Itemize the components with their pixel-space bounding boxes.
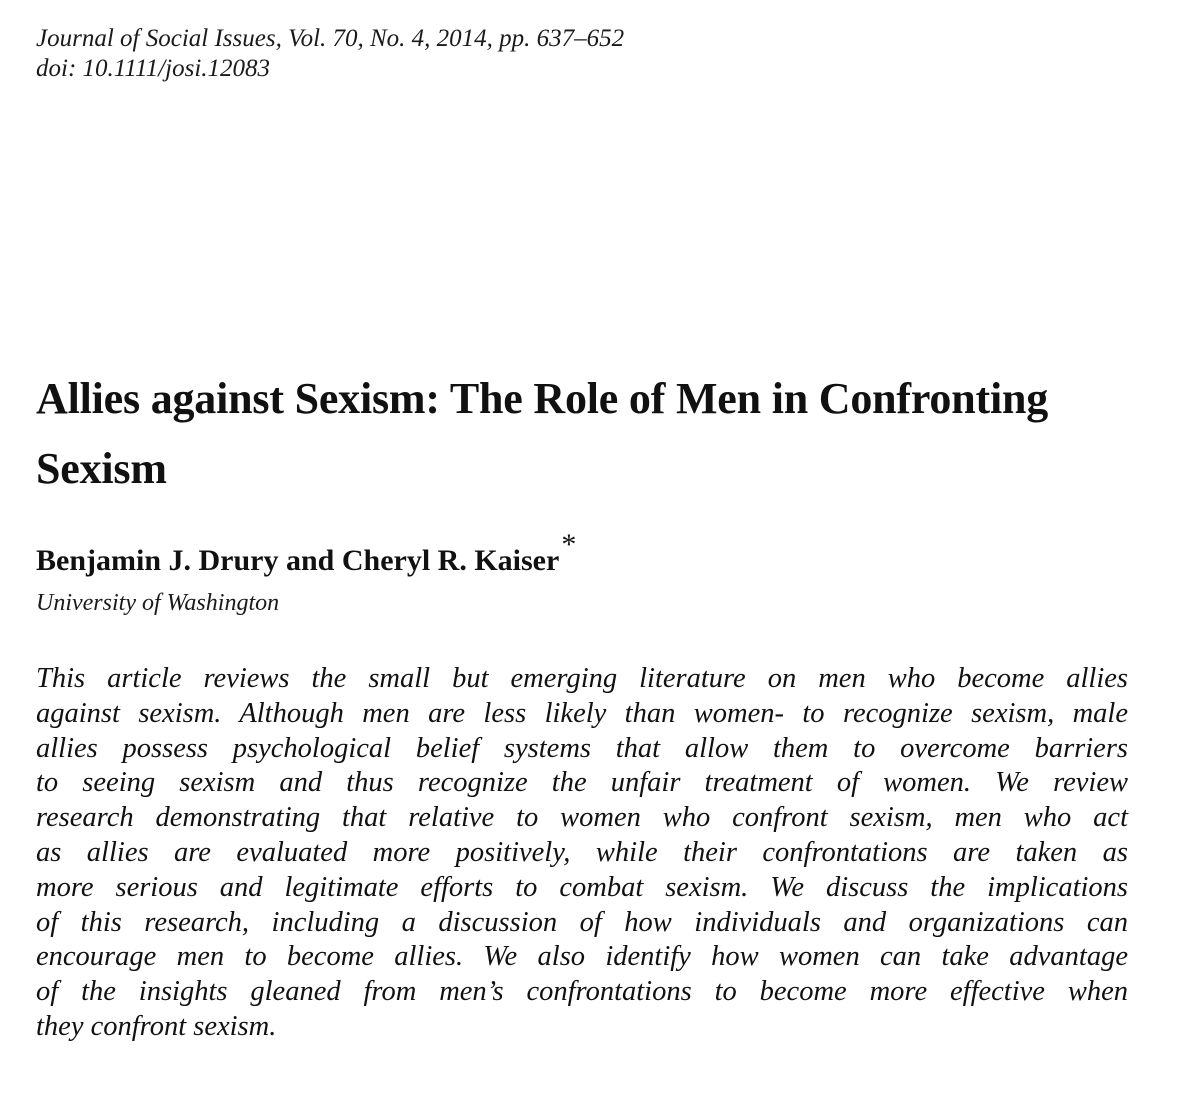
abstract-line: encourage men to become allies. We also identify how women can take advantage	[36, 941, 1128, 973]
abstract-line: This article reviews the small but emerging literature on men who become allies	[36, 663, 1128, 694]
abstract-line: against sexism. Although men are less likely than women- to recognize sexism, male	[36, 697, 1128, 729]
journal-citation: Journal of Social Issues, Vol. 70, No. 4, 2014, pp. 637–652	[36, 25, 625, 52]
journal-header	[36, 24, 624, 84]
article-title	[36, 364, 1136, 504]
abstract-line: allies possess psychological belief systems that allow them to overcome barriers	[36, 732, 1128, 764]
abstract-line: more serious and legitimate efforts to combat sexism. We discuss the implications	[36, 871, 1128, 903]
abstract-line: as allies are evaluated more positively, while their confrontations are taken as	[36, 836, 1128, 868]
author-names: Benjamin J. Drury and Cheryl R. Kaiser	[36, 544, 560, 577]
author-affiliation: University of Washington	[36, 590, 280, 616]
article-title-line: Sexism	[36, 444, 167, 493]
abstract-line: of this research, including a discussion of how individuals and organizations can	[36, 906, 1128, 938]
abstract-line: they confront sexism.	[36, 1010, 277, 1042]
abstract-line: of the insights gleaned from men’s confrontations to become more effective when	[36, 976, 1128, 1008]
abstract	[36, 662, 1128, 1045]
article-title-line: Allies against Sexism: The Role of Men in Confronting	[36, 374, 1049, 423]
abstract-line: to seeing sexism and thus recognize the unfair treatment of women. We review	[36, 767, 1128, 799]
abstract-line: research demonstrating that relative to women who confront sexism, men who act	[36, 802, 1128, 834]
author-footnote-marker: *	[561, 528, 577, 561]
journal-doi: doi: 10.1111/josi.12083	[36, 55, 271, 82]
author-list	[36, 528, 577, 586]
